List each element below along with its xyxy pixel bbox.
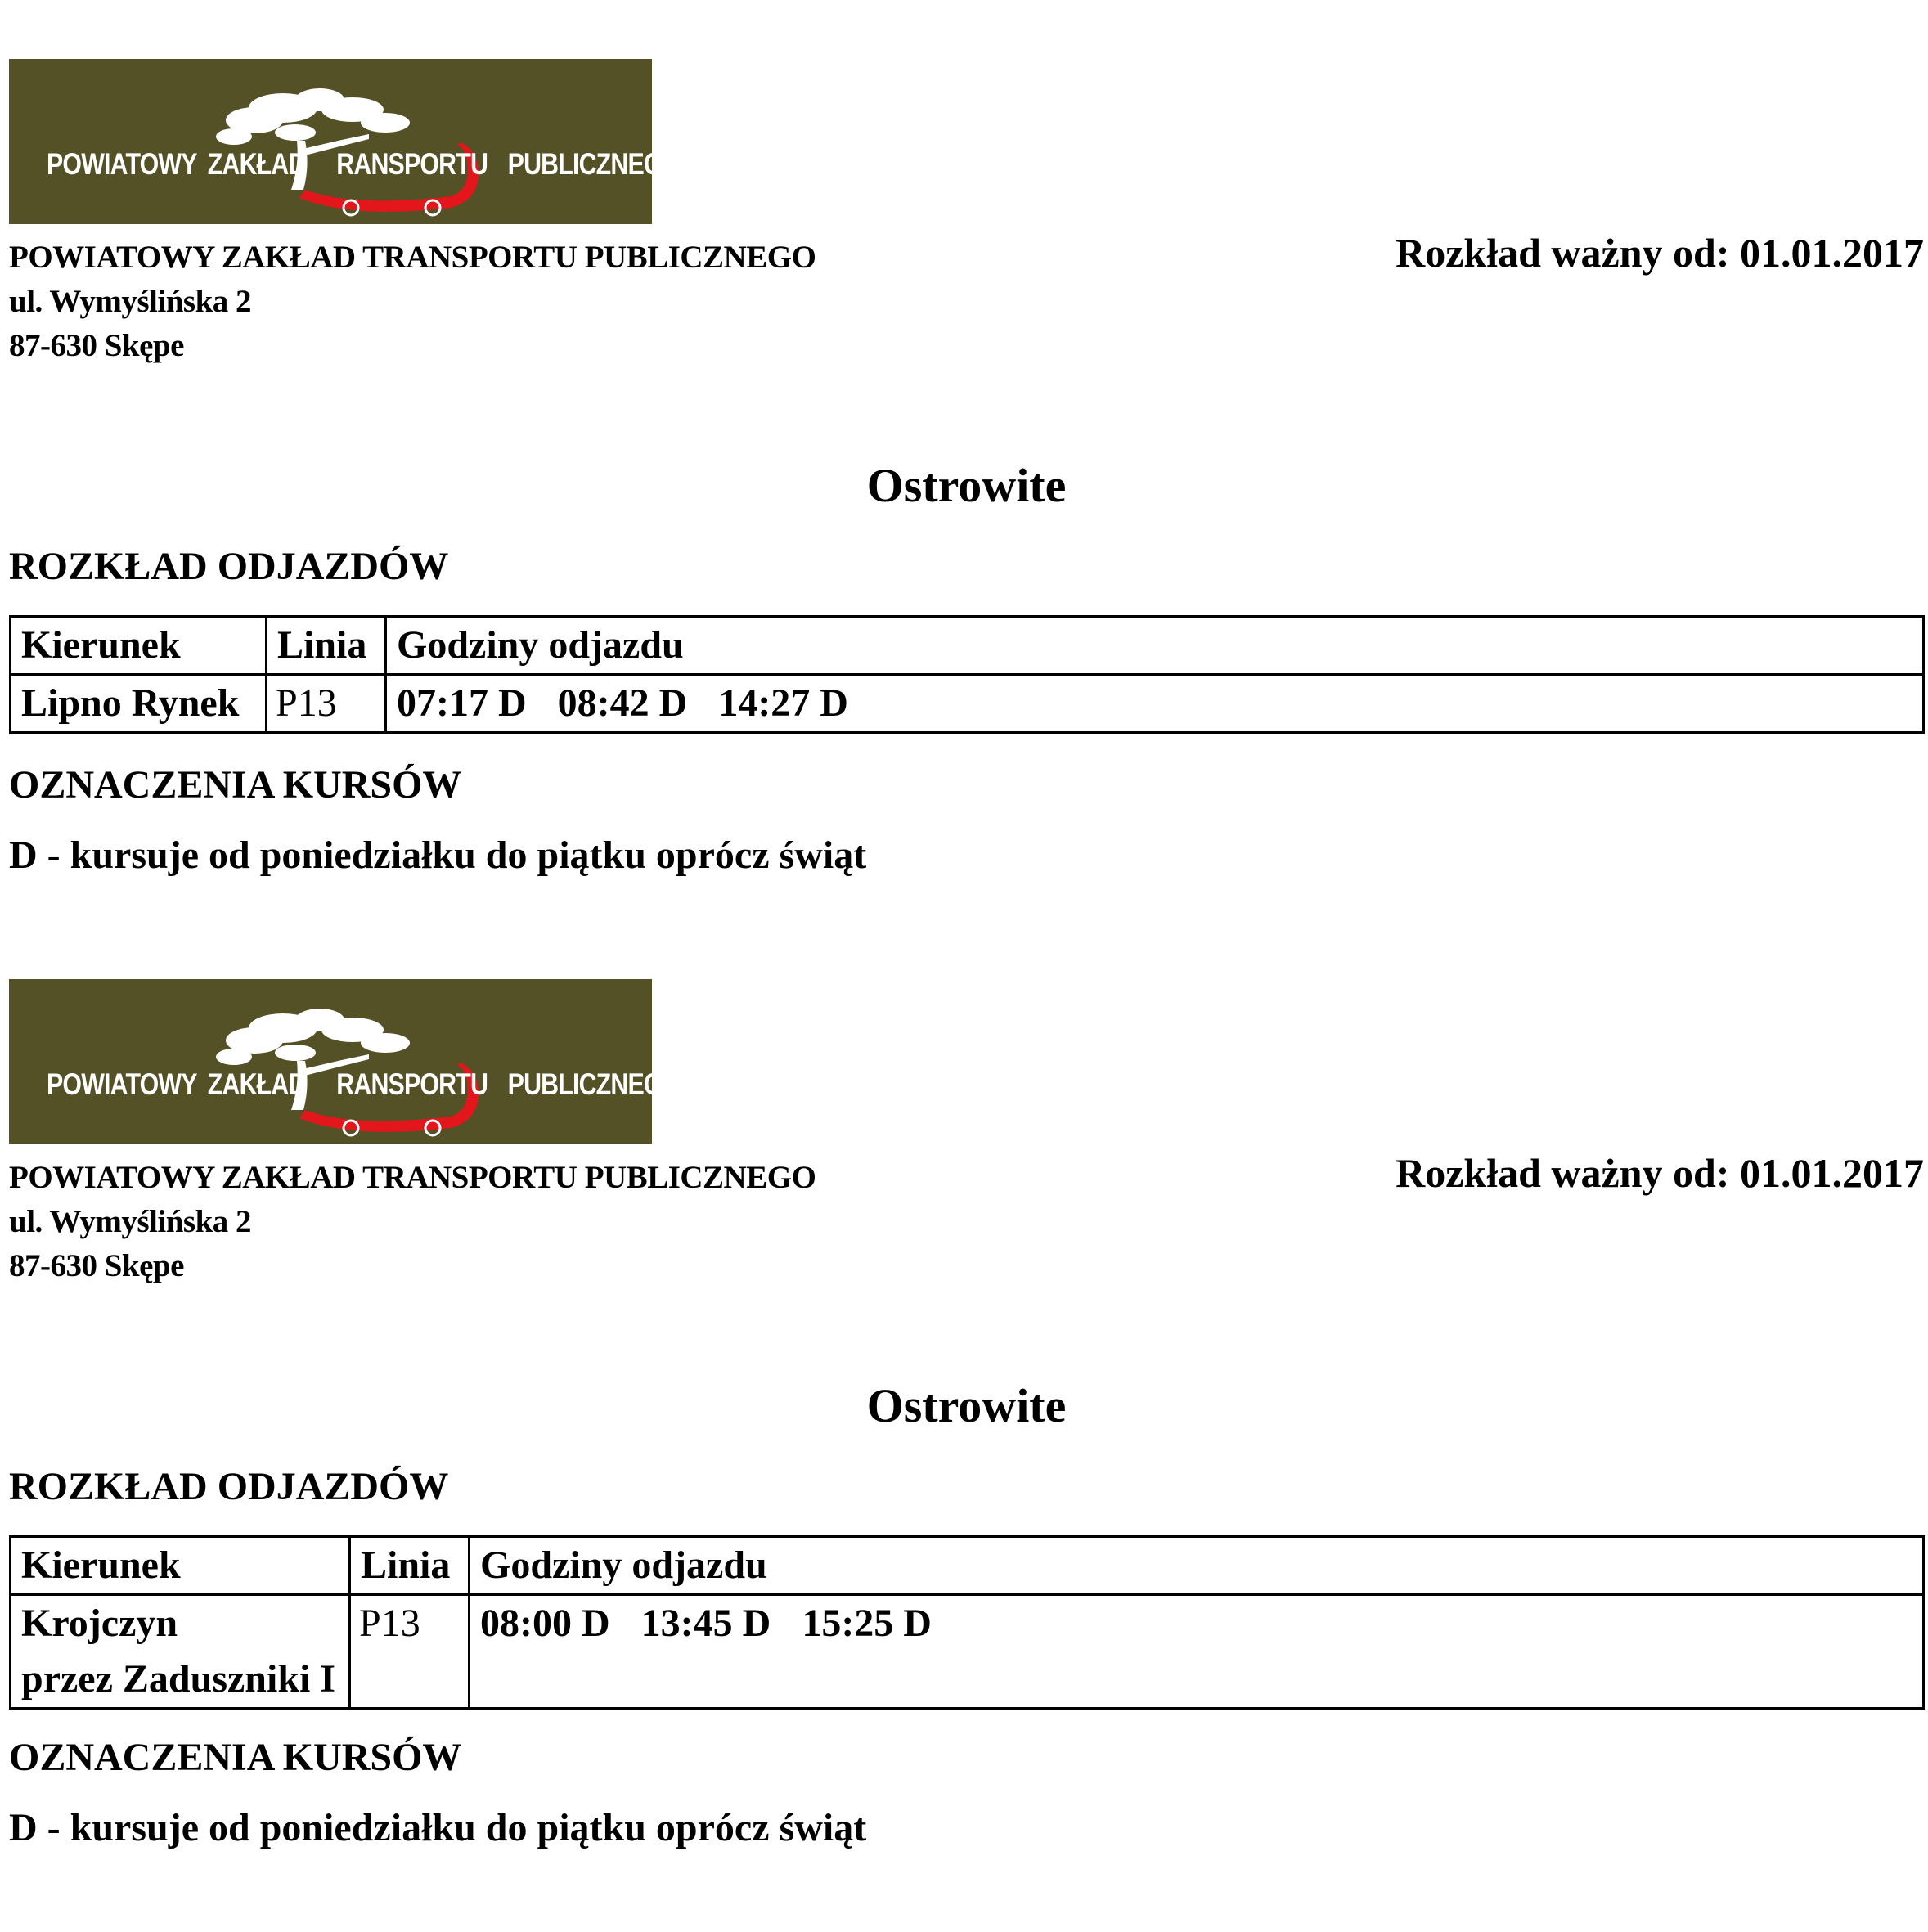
logo-word: PUBLICZNEGO <box>507 1067 681 1101</box>
logo-word: POWIATOWY <box>47 147 197 181</box>
timetable <box>9 615 1925 734</box>
marks-heading: OZNACZENIA KURSÓW <box>9 1736 462 1779</box>
table-row <box>11 1595 1924 1709</box>
timetable <box>9 1535 1925 1710</box>
header-direction: Kierunek <box>11 1537 350 1595</box>
cell-line: P13 <box>350 1595 470 1709</box>
timetable-section-1 <box>0 0 1928 916</box>
stop-name <box>0 458 1928 513</box>
company-city: 87-630 Skępe <box>9 1248 184 1283</box>
stop-name <box>0 1378 1928 1433</box>
logo-wordmark <box>47 1067 681 1102</box>
legend-text: D - kursuje od poniedziałku do piątku oprócz świąt <box>9 833 867 877</box>
logo-wordmark <box>47 147 681 182</box>
departure-time: 08:00 D <box>480 1602 610 1645</box>
logo-word: PUBLICZNEGO <box>507 147 681 181</box>
company-city: 87-630 Skępe <box>9 328 184 363</box>
timetable-section-2 <box>0 920 1928 1849</box>
header-times: Godziny odjazdu <box>470 1537 1924 1595</box>
departure-time: 15:25 D <box>802 1602 932 1645</box>
cell-line: P13 <box>267 675 386 733</box>
company-name: POWIATOWY ZAKŁAD TRANSPORTU PUBLICZNEGO <box>9 1160 816 1195</box>
header-line: Linia <box>350 1537 470 1595</box>
departure-time: 13:45 D <box>640 1602 771 1645</box>
valid-from: Rozkład ważny od: 01.01.2017 <box>1395 230 1924 276</box>
header-line: Linia <box>267 617 386 675</box>
logo-word: RANSPORTU <box>336 147 488 181</box>
departure-time: 08:42 D <box>557 681 688 725</box>
cell-direction: Lipno Rynek <box>11 675 267 733</box>
direction-line: przez Zaduszniki I <box>21 1657 336 1701</box>
marks-heading: OZNACZENIA KURSÓW <box>9 763 462 806</box>
schedule-heading: ROZKŁAD ODJAZDÓW <box>9 545 449 588</box>
cell-times <box>470 1595 1924 1709</box>
logo-word: RANSPORTU <box>336 1067 488 1101</box>
schedule-heading: ROZKŁAD ODJAZDÓW <box>9 1465 449 1508</box>
logo-word: ZAKŁAD <box>207 1067 306 1101</box>
logo-word: POWIATOWY <box>47 1067 197 1101</box>
departure-time: 14:27 D <box>718 681 848 725</box>
company-address <box>9 1156 816 1288</box>
table-header-row <box>11 1537 1924 1595</box>
valid-from: Rozkład ważny od: 01.01.2017 <box>1395 1150 1924 1196</box>
company-street: ul. Wymyślińska 2 <box>9 284 252 319</box>
departure-time: 07:17 D <box>397 681 527 725</box>
company-address <box>9 236 816 368</box>
table-row <box>11 675 1924 733</box>
tree-bus-logo-icon <box>9 59 652 224</box>
cell-times <box>386 675 1924 733</box>
header-times: Godziny odjazdu <box>386 617 1924 675</box>
table-header-row <box>11 617 1924 675</box>
company-logo <box>9 59 681 224</box>
legend-text: D - kursuje od poniedziałku do piątku oprócz świąt <box>9 1806 867 1849</box>
company-street: ul. Wymyślińska 2 <box>9 1204 252 1239</box>
logo-word: ZAKŁAD <box>207 147 306 181</box>
direction-line: Krojczyn <box>21 1602 178 1645</box>
cell-direction <box>11 1595 350 1709</box>
company-logo <box>9 979 681 1144</box>
stop-name-text: Ostrowite <box>866 1379 1067 1432</box>
header-direction: Kierunek <box>11 617 267 675</box>
company-name: POWIATOWY ZAKŁAD TRANSPORTU PUBLICZNEGO <box>9 240 816 275</box>
tree-bus-logo-icon <box>9 979 652 1144</box>
stop-name-text: Ostrowite <box>866 459 1067 512</box>
